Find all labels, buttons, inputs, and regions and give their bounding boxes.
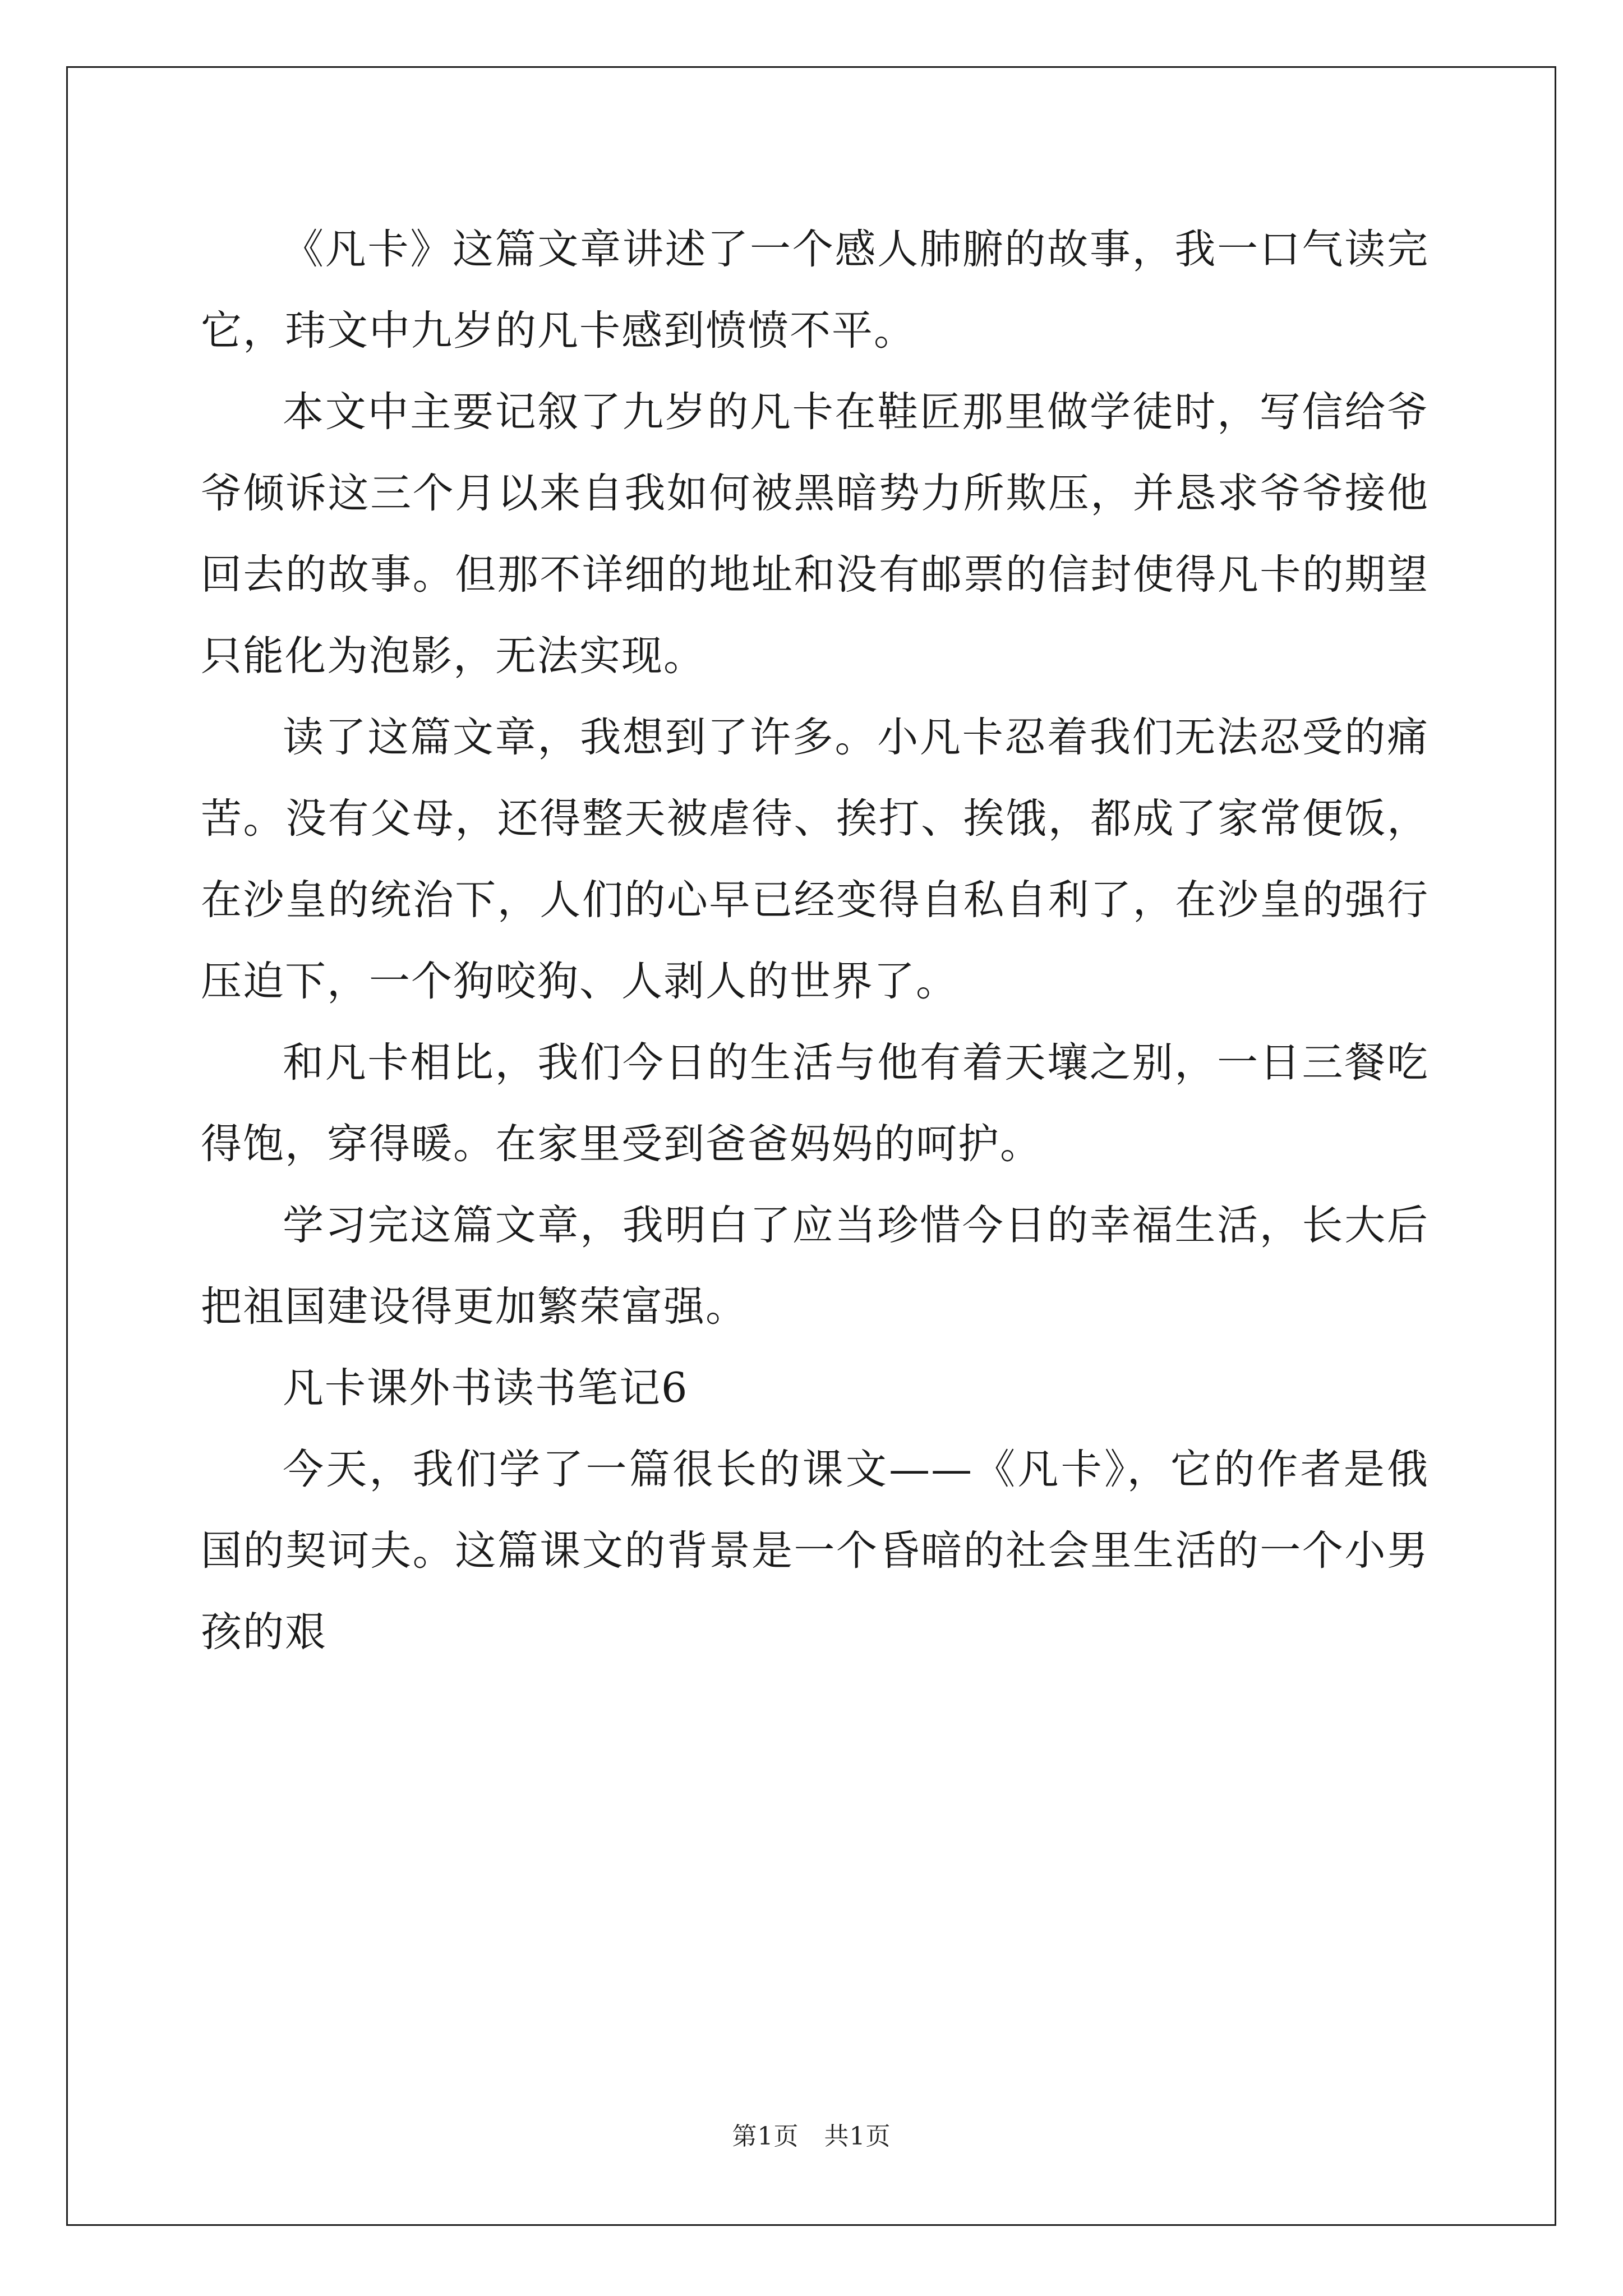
- document-body: [201, 209, 1429, 1673]
- paragraph-5: 学习完这篇文章，我明白了应当珍惜今日的幸福生活，长大后把祖国建设得更加繁荣富强。: [201, 1202, 1429, 1331]
- paragraph-4: 和凡卡相比，我们今日的生活与他有着天壤之别，一日三餐吃得饱，穿得暖。在家里受到爸爸妈妈的呵护。: [201, 1039, 1429, 1168]
- paragraph-3: 读了这篇文章，我想到了许多。小凡卡忍着我们无法忍受的痛苦。没有父母，还得整天被虐待、挨打、挨饿，都成了家常便饭，在沙皇的统治下，人们的心早已经变得自私自利了，在沙皇的强行压迫下，一个狗咬狗、人剥人的世界了。: [201, 714, 1429, 1005]
- page-number-current: 第1页: [732, 2122, 799, 2151]
- page-number-total: 共1页: [824, 2122, 891, 2151]
- paragraph-1: 《凡卡》这篇文章讲述了一个感人肺腑的故事，我一口气读完它，玮文中九岁的凡卡感到愤愤不平。: [201, 226, 1429, 355]
- section-heading: 凡卡课外书读书笔记6: [283, 1364, 689, 1412]
- page-footer: [0, 2116, 1623, 2152]
- paragraph-2: 本文中主要记叙了九岁的凡卡在鞋匠那里做学徒时，写信给爷爷倾诉这三个月以来自我如何被黑暗势力所欺压，并恳求爷爷接他回去的故事。但那不详细的地址和没有邮票的信封使得凡卡的期望只能化为泡影，无法实现。: [201, 388, 1429, 680]
- paragraph-6: 今天，我们学了一篇很长的课文——《凡卡》，它的作者是俄国的契诃夫。这篇课文的背景是一个昏暗的社会里生活的一个小男孩的艰: [201, 1446, 1429, 1656]
